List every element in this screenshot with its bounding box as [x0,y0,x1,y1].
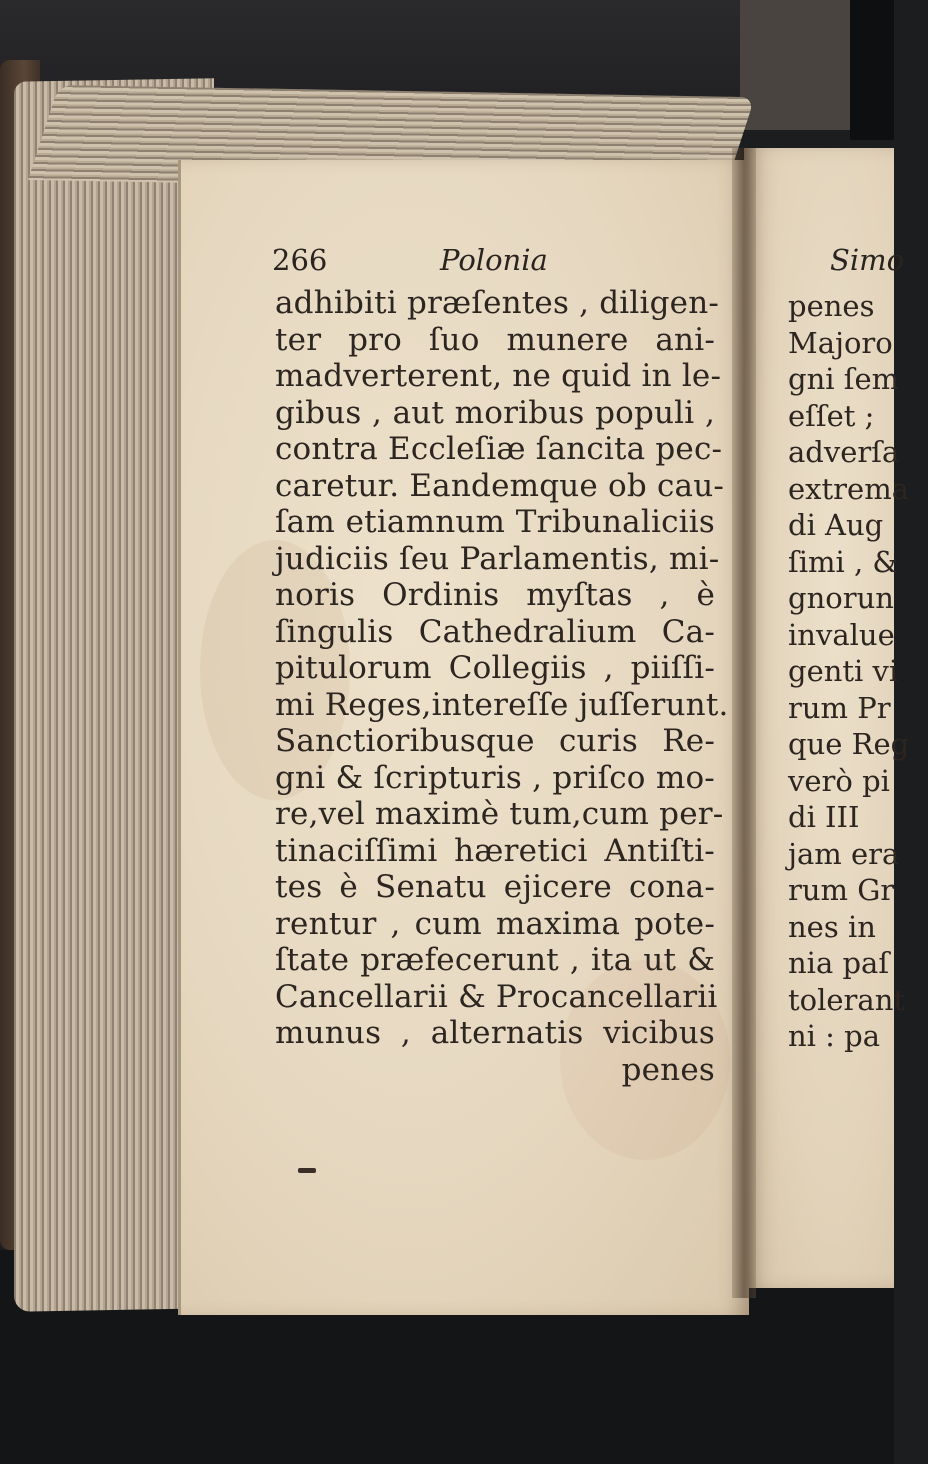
text-line: rum Gr [788,873,895,907]
text-line: ſimi , & [788,544,899,579]
text-line: genti vi [788,654,899,688]
text-line: contra Eccleſiæ ſancita pec- [275,431,723,467]
text-line: que Reg [788,727,910,761]
text-line: rentur , cum maxima pote- [275,905,715,942]
background-strip [740,0,850,130]
right-page-text [788,288,928,1055]
text-line: nes in [788,909,876,944]
text-line: ni : pa [788,1019,881,1053]
text-line: pitulorum Collegiis , piiſſi- [275,650,715,686]
text-line: di III [788,800,860,834]
text-line: jam era [788,836,900,871]
text-line: Cancellarii & Procancellarii [275,978,718,1015]
book-gutter [732,148,756,1298]
text-line: rum Pr [788,690,891,725]
text-line: mi Reges,intereſſe juſſerunt. [275,686,729,723]
text-line: adverſa [788,435,900,469]
text-line: ſam etiamnum Tribunaliciis [275,504,715,540]
text-line: caretur. Eandemque ob cau- [275,467,725,504]
text-line: gni ſem [788,362,900,396]
text-line: penes [788,289,875,323]
text-line: gnorun [788,581,894,615]
text-line: gni & ſcripturis , priſco mo- [275,759,715,796]
text-line: Sanctioribusque curis Re- [275,723,715,759]
text-line: tolerant [788,982,906,1017]
text-line: madverterent, ne quid in le- [275,358,722,394]
running-title: Polonia [440,243,548,277]
text-line: tinaciſſimi hæretici Antiſti- [275,832,715,869]
text-line: verò pi [788,763,890,798]
text-line: extrema [788,471,909,506]
text-line: eſſet ; [788,398,875,433]
text-line: nia paſ [788,946,890,980]
right-running-title: Simo [830,243,905,277]
text-line: di Aug [788,508,884,542]
text-line: ter pro ſuo munere ani- [275,321,715,358]
text-line: tes è Senatu ejicere cona- [275,869,715,905]
background-corner [850,0,894,140]
text-line: judiciis ſeu Parlamentis, mi- [275,540,720,577]
text-line: adhibiti præſentes , diligen- [275,285,720,321]
text-line: munus , alternatis vicibus [275,1015,715,1051]
text-line: Majoro [788,325,893,360]
page-number: 266 [272,243,328,277]
text-line: noris Ordinis myſtas , è [275,577,715,613]
text-line: ſingulis Cathedralium Ca- [275,613,715,650]
text-line: gibus , aut moribus populi , [275,394,715,431]
text-line: ſtate præfecerunt , ita ut & [275,942,715,978]
left-page-text [275,285,729,1088]
text-line: invalue [788,617,895,652]
text-line: re,vel maximè tum,cum per- [275,796,724,832]
catchword: penes [621,1051,715,1088]
ink-mark [298,1168,316,1173]
